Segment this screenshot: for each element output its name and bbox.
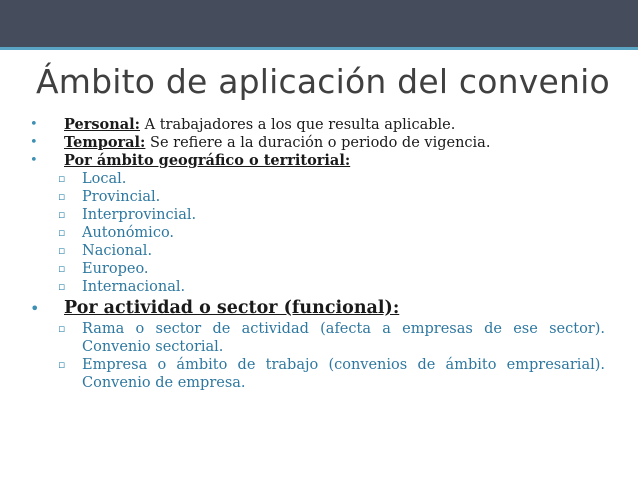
list-item-territorial xyxy=(30,152,605,170)
square-bullet-icon: ▫ xyxy=(58,208,66,221)
sub-item-autonomico xyxy=(30,224,605,242)
square-bullet-icon: ▫ xyxy=(58,226,66,239)
slide-title: Ámbito de aplicación del convenio xyxy=(36,62,610,101)
sub-item-sectorial xyxy=(30,320,605,356)
sub-item-text: Rama o sector de actividad (afecta a empresas de ese sector). Convenio sectorial. xyxy=(82,321,605,355)
square-bullet-icon: ▫ xyxy=(58,262,66,275)
sub-item-text: Local. xyxy=(82,171,127,187)
slide-content xyxy=(30,116,605,392)
item-label: Personal: xyxy=(64,116,141,133)
item-label: Temporal: xyxy=(64,134,146,151)
sub-item-internacional xyxy=(30,278,605,296)
square-bullet-icon: ▫ xyxy=(58,190,66,203)
square-bullet-icon: ▫ xyxy=(58,172,66,185)
sub-item-europeo xyxy=(30,260,605,278)
item-text: A trabajadores a los que resulta aplicable. xyxy=(140,117,456,133)
bullet-icon: • xyxy=(30,299,40,318)
square-bullet-icon: ▫ xyxy=(58,280,66,293)
item-text: Se refiere a la duración o periodo de vigencia. xyxy=(145,135,491,151)
bullet-icon: • xyxy=(30,153,38,168)
bullet-icon: • xyxy=(30,117,38,132)
sub-item-text: Provincial. xyxy=(82,189,161,205)
square-bullet-icon: ▫ xyxy=(58,244,66,257)
square-bullet-icon: ▫ xyxy=(58,322,66,335)
sub-item-text: Europeo. xyxy=(82,261,149,277)
sub-item-empresa xyxy=(30,356,605,392)
bullet-icon: • xyxy=(30,135,38,150)
sub-item-interprovincial xyxy=(30,206,605,224)
list-item-funcional xyxy=(30,297,605,320)
sub-item-local xyxy=(30,170,605,188)
sub-item-provincial xyxy=(30,188,605,206)
sub-item-nacional xyxy=(30,242,605,260)
header-bar xyxy=(0,0,638,47)
sub-item-text: Empresa o ámbito de trabajo (convenios de ámbito empresarial). Convenio de empresa. xyxy=(82,357,605,391)
sub-item-text: Interprovincial. xyxy=(82,207,197,223)
list-item-personal xyxy=(30,116,605,134)
item-label: Por ámbito geográfico o territorial: xyxy=(64,152,351,169)
list-item-temporal xyxy=(30,134,605,152)
accent-strip xyxy=(0,47,638,50)
sub-item-text: Nacional. xyxy=(82,243,153,259)
sub-item-text: Internacional. xyxy=(82,279,186,295)
sub-item-text: Autonómico. xyxy=(82,225,175,241)
square-bullet-icon: ▫ xyxy=(58,358,66,371)
item-label: Por actividad o sector (funcional): xyxy=(64,298,400,318)
